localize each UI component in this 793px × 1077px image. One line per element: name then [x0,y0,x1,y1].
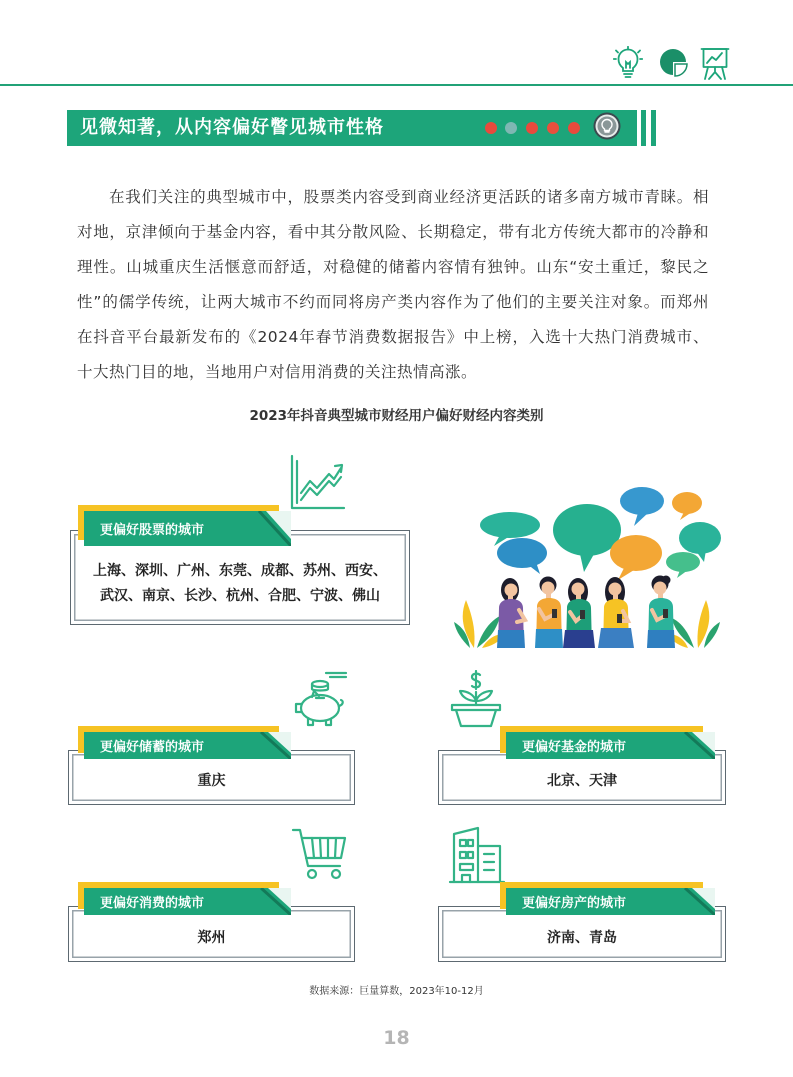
category-tag-consumption [78,882,291,915]
speech-bubbles [480,487,721,580]
category-label: 更偏好基金的城市 [522,740,627,755]
category-tag-savings [78,726,291,759]
plant-right [668,600,720,648]
people-chatting-illustration [452,480,722,650]
city-list-line: 北京、天津 [547,773,617,789]
tag-corner-decor [683,888,715,915]
stock-chart-icon [288,453,346,511]
banner-stripe [651,110,656,146]
city-list-line: 武汉、南京、长沙、杭州、合肥、宁波、佛山 [100,588,380,604]
city-list-line: 济南、青岛 [547,930,617,946]
category-tag-funds [500,726,715,759]
decor-dot [505,122,517,134]
plant-left [454,600,504,648]
infographic-title: 2023年抖音典型城市财经用户偏好财经内容类别 [249,408,544,424]
decor-dot [568,122,580,134]
category-tag-stocks [78,505,291,546]
category-label: 更偏好储蓄的城市 [100,740,205,755]
page-number: 18 [383,1027,410,1049]
building-icon [448,826,506,884]
tag-corner-decor [683,732,715,759]
banner-stripe [641,110,646,146]
decor-dot [547,122,559,134]
person-figure [563,578,595,648]
person-figure [497,578,525,648]
person-figure [535,577,563,649]
person-figure [647,576,675,649]
section-title: 见微知著，从内容偏好瞥见城市性格 [80,117,384,138]
category-label: 更偏好房产的城市 [522,896,627,911]
person-figure [598,577,634,648]
data-source-note: 数据来源：巨量算数，2023年10-12月 [309,986,484,997]
header-divider [0,84,793,86]
money-plant-icon [448,670,506,728]
piggy-bank-icon [290,670,348,728]
category-tag-real-estate [500,882,715,915]
pie-chart-icon [659,48,688,77]
city-list-line: 上海、深圳、广州、东莞、成都、苏州、西安、 [93,563,387,579]
city-list-line: 重庆 [197,773,226,789]
tag-corner-decor [259,888,291,915]
decor-dot [485,122,497,134]
badge-lightbulb-icon [593,112,621,140]
decor-dot [526,122,538,134]
tag-corner-decor [257,511,291,546]
body-paragraph: 在我们关注的典型城市中，股票类内容受到商业经济更活跃的诸多南方城市青睐。相对地，京津倾向于基金内容，看中其分散风险、长期稳定，带有北方传统大都市的冷静和理性。山城重庆生活惬意而舒适，对稳健的储蓄内容情有独钟。山东“安土重迁，黎民之性”的儒学传统，让两大城市不约而同将房产类内容作为了他们的主要关注对象。而郑州在抖音平台最新发布的《2024年春节消费数据报告》中上榜，入选十大热门消费城市、十大热门目的地，当地用户对信用消费的关注热情高涨。 [77,188,709,381]
shopping-cart-icon [290,826,348,884]
category-label: 更偏好消费的城市 [100,896,205,911]
presentation-chart-icon [700,46,730,80]
tag-corner-decor [259,732,291,759]
lightbulb-icon [613,46,643,80]
city-list-line: 郑州 [197,930,226,946]
category-label: 更偏好股票的城市 [100,523,205,538]
